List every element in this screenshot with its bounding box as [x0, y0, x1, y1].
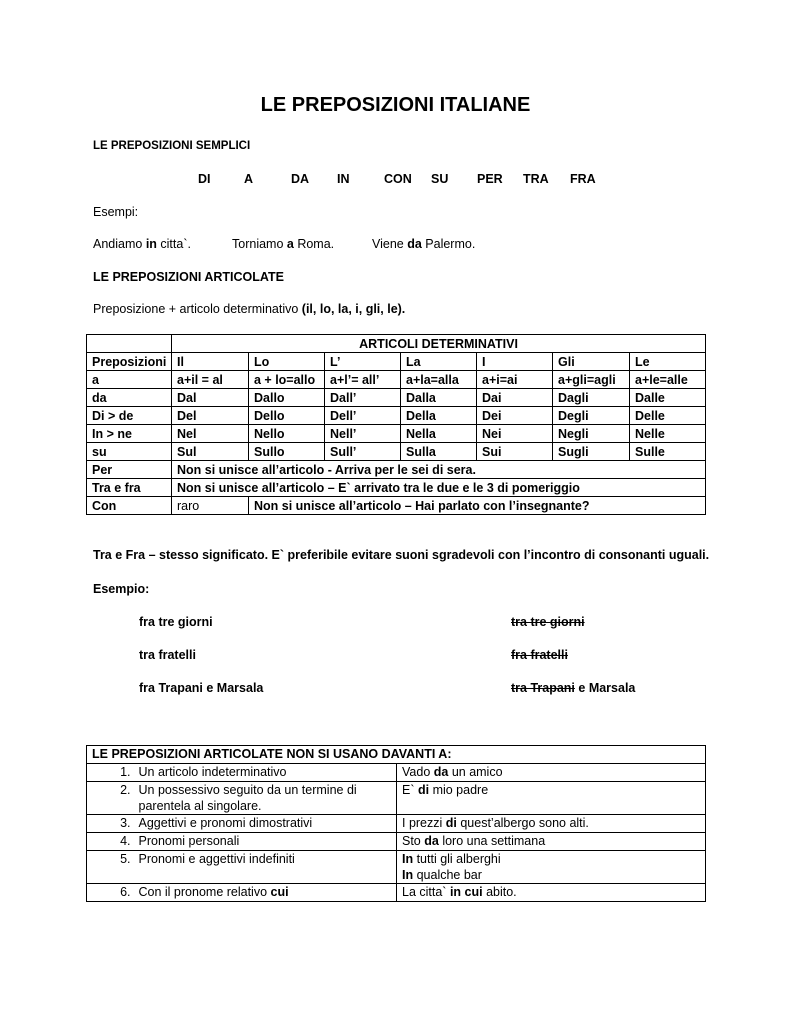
usage-row: [87, 851, 706, 884]
sentence-preposition: a: [286, 237, 294, 251]
usage-example-part: Vado: [402, 765, 434, 779]
usage-desc-text: Un possessivo seguito da un termine di parentela al singolare.: [138, 783, 357, 813]
table-cell: Dello: [249, 407, 325, 425]
table-cell: Non si unisce all’articolo – E` arrivato tra le due e le 3 di pomeriggio: [172, 479, 706, 497]
table-cell: Sul: [172, 443, 249, 461]
usage-table: [86, 745, 706, 902]
table-cell: su: [87, 443, 172, 461]
table-cell: Dalla: [401, 389, 477, 407]
usage-description: [135, 833, 397, 851]
simple-preposition: SU: [431, 172, 449, 186]
table-row: [87, 407, 706, 425]
formula-articles: (il, lo, la, i, gli, le).: [301, 302, 406, 316]
table-row: [87, 479, 706, 497]
table-cell: a+il = al: [172, 371, 249, 389]
sentence-preposition: in: [145, 237, 157, 251]
table-cell: Non si unisce all’articolo - Arriva per le sei di sera.: [172, 461, 706, 479]
table-header-cell: Preposizioni: [87, 353, 172, 371]
table-cell: a+gli=agli: [553, 371, 630, 389]
usage-example-part: un amico: [448, 765, 503, 779]
table-cell: Con: [87, 497, 172, 515]
articolate-formula: [93, 302, 405, 316]
sentence-text: Torniamo: [232, 237, 287, 251]
usage-number: 2.: [87, 782, 135, 815]
table-cell: raro: [172, 497, 249, 515]
avoided-rest: e Marsala: [574, 681, 636, 695]
table-cell: Dei: [477, 407, 553, 425]
table-cell: da: [87, 389, 172, 407]
usage-example-part: in cui: [449, 885, 483, 899]
table-row: [87, 497, 706, 515]
usage-description: [135, 884, 397, 902]
usage-desc-text: Pronomi personali: [138, 834, 240, 848]
table-cell: Sulla: [401, 443, 477, 461]
table-cell: Nell’: [325, 425, 401, 443]
table-cell: Dalle: [630, 389, 706, 407]
preferred-form: tra fratelli: [139, 648, 196, 662]
avoided-strike: tra tre giorni: [511, 615, 585, 629]
page-title: LE PREPOSIZIONI ITALIANE: [260, 94, 531, 116]
table-cell: Non si unisce all’articolo – Hai parlato con l’insegnante?: [249, 497, 706, 515]
avoided-form: [511, 648, 568, 662]
usage-number: 3.: [87, 815, 135, 833]
usage-header: LE PREPOSIZIONI ARTICOLATE NON SI USANO DAVANTI A:: [87, 746, 706, 764]
table-row: [87, 461, 706, 479]
table-cell: Per: [87, 461, 172, 479]
usage-description: [135, 782, 397, 815]
esempi-label: Esempi:: [93, 205, 139, 219]
articulated-prepositions-table: [86, 334, 706, 515]
example-sentence: [232, 237, 334, 251]
table-header-cell: Lo: [249, 353, 325, 371]
formula-text: Preposizione + articolo determinativo: [93, 302, 302, 316]
table-cell: Nella: [401, 425, 477, 443]
example-sentence: [372, 237, 475, 251]
usage-row: [87, 782, 706, 815]
simple-preposition: PER: [477, 172, 503, 186]
table-row: [87, 425, 706, 443]
table-header-cell: Gli: [553, 353, 630, 371]
avoided-strike: tra Trapani: [511, 681, 575, 695]
table-cell: a+i=ai: [477, 371, 553, 389]
table-row: [87, 443, 706, 461]
usage-example-part: mio padre: [429, 783, 489, 797]
usage-example-part: da: [424, 834, 439, 848]
avoided-form: [511, 681, 635, 695]
table-title: ARTICOLI DETERMINATIVI: [172, 335, 706, 353]
table-cell: Dallo: [249, 389, 325, 407]
table-cell: In > ne: [87, 425, 172, 443]
table-cell: Sulle: [630, 443, 706, 461]
example-sentence: [93, 237, 191, 251]
usage-desc-text: Con il pronome relativo: [138, 885, 271, 899]
table-cell: Del: [172, 407, 249, 425]
table-cell: Dall’: [325, 389, 401, 407]
usage-example-part: di: [445, 816, 457, 830]
table-cell: Sugli: [553, 443, 630, 461]
simple-preposition: DI: [198, 172, 211, 186]
usage-example: [397, 782, 706, 815]
table-cell: Delle: [630, 407, 706, 425]
usage-example-part: E`: [402, 783, 418, 797]
table-cell: Negli: [553, 425, 630, 443]
table-cell: Di > de: [87, 407, 172, 425]
usage-example: [397, 815, 706, 833]
table-cell: a+la=alla: [401, 371, 477, 389]
table-cell: Della: [401, 407, 477, 425]
tra-fra-note: Tra e Fra – stesso significato. E` preferibile evitare suoni sgradevoli con l’incontro di consonanti uguali.: [93, 548, 710, 562]
usage-example-part: In: [402, 852, 414, 866]
usage-description: [135, 815, 397, 833]
usage-example-part: tutti gli alberghi: [413, 852, 501, 866]
table-cell: a + lo=allo: [249, 371, 325, 389]
sentence-text: Viene: [372, 237, 408, 251]
usage-number: 5.: [87, 851, 135, 884]
table-cell: Sui: [477, 443, 553, 461]
usage-number: 1.: [87, 764, 135, 782]
table-header-cell: Il: [172, 353, 249, 371]
usage-example-part: I prezzi: [402, 816, 446, 830]
usage-example: [397, 833, 706, 851]
table-cell: a: [87, 371, 172, 389]
table-cell: Dai: [477, 389, 553, 407]
usage-example-part: da: [433, 765, 449, 779]
preferred-form: fra tre giorni: [139, 615, 213, 629]
usage-example: [397, 764, 706, 782]
table-header-cell: Le: [630, 353, 706, 371]
simple-preposition: TRA: [523, 172, 549, 186]
usage-example-part: Sto: [402, 834, 425, 848]
simple-preposition: FRA: [570, 172, 596, 186]
table-cell: [87, 335, 172, 353]
usage-row: [87, 884, 706, 902]
usage-row: [87, 764, 706, 782]
usage-example-part: loro una settimana: [438, 834, 546, 848]
table-cell: Nei: [477, 425, 553, 443]
sentence-text: Andiamo: [93, 237, 146, 251]
table-cell: Dell’: [325, 407, 401, 425]
table-row: [87, 389, 706, 407]
articolate-heading: LE PREPOSIZIONI ARTICOLATE: [93, 270, 284, 284]
table-header-cell: La: [401, 353, 477, 371]
usage-desc-text: Un articolo indeterminativo: [138, 765, 287, 779]
sentence-text: Palermo.: [421, 237, 476, 251]
usage-example: [397, 851, 706, 884]
table-cell: a+le=alle: [630, 371, 706, 389]
table-cell: a+l’= all’: [325, 371, 401, 389]
table-cell: Degli: [553, 407, 630, 425]
table-cell: Dal: [172, 389, 249, 407]
usage-example: [397, 884, 706, 902]
semplici-heading: LE PREPOSIZIONI SEMPLICI: [93, 140, 251, 152]
usage-description: [135, 851, 397, 884]
preferred-form: fra Trapani e Marsala: [139, 681, 264, 695]
table-cell: Dagli: [553, 389, 630, 407]
sentence-text: Roma.: [293, 237, 335, 251]
usage-example-part: qualche bar: [413, 868, 482, 882]
usage-example-part: quest’albergo sono alti.: [456, 816, 589, 830]
simple-preposition: CON: [384, 172, 412, 186]
esempio-label: Esempio:: [93, 582, 150, 596]
table-cell: Nello: [249, 425, 325, 443]
table-cell: Sullo: [249, 443, 325, 461]
simple-preposition: A: [244, 172, 254, 186]
usage-row: [87, 833, 706, 851]
simple-preposition: DA: [291, 172, 310, 186]
table-header-cell: L’: [325, 353, 401, 371]
avoided-form: [511, 615, 585, 629]
table-header-cell: I: [477, 353, 553, 371]
sentence-text: citta`.: [156, 237, 191, 251]
sentence-preposition: da: [407, 237, 422, 251]
table-cell: Nel: [172, 425, 249, 443]
usage-example-part: di: [417, 783, 430, 797]
usage-number: 6.: [87, 884, 135, 902]
table-row: [87, 371, 706, 389]
table-cell: Nelle: [630, 425, 706, 443]
usage-desc-text: Pronomi e aggettivi indefiniti: [138, 852, 295, 866]
usage-desc-text: Aggettivi e pronomi dimostrativi: [138, 816, 313, 830]
usage-header-row: [87, 746, 706, 764]
simple-preposition: IN: [337, 172, 350, 186]
table-cell: Sull’: [325, 443, 401, 461]
table-title-row: [87, 335, 706, 353]
usage-row: [87, 815, 706, 833]
usage-example-part: abito.: [482, 885, 517, 899]
usage-desc-bold: cui: [270, 885, 289, 899]
table-header-row: [87, 353, 706, 371]
usage-example-part: In: [402, 868, 414, 882]
avoided-strike: fra fratelli: [511, 648, 568, 662]
usage-example-part: La citta`: [402, 885, 450, 899]
usage-description: [135, 764, 397, 782]
usage-number: 4.: [87, 833, 135, 851]
table-cell: Tra e fra: [87, 479, 172, 497]
